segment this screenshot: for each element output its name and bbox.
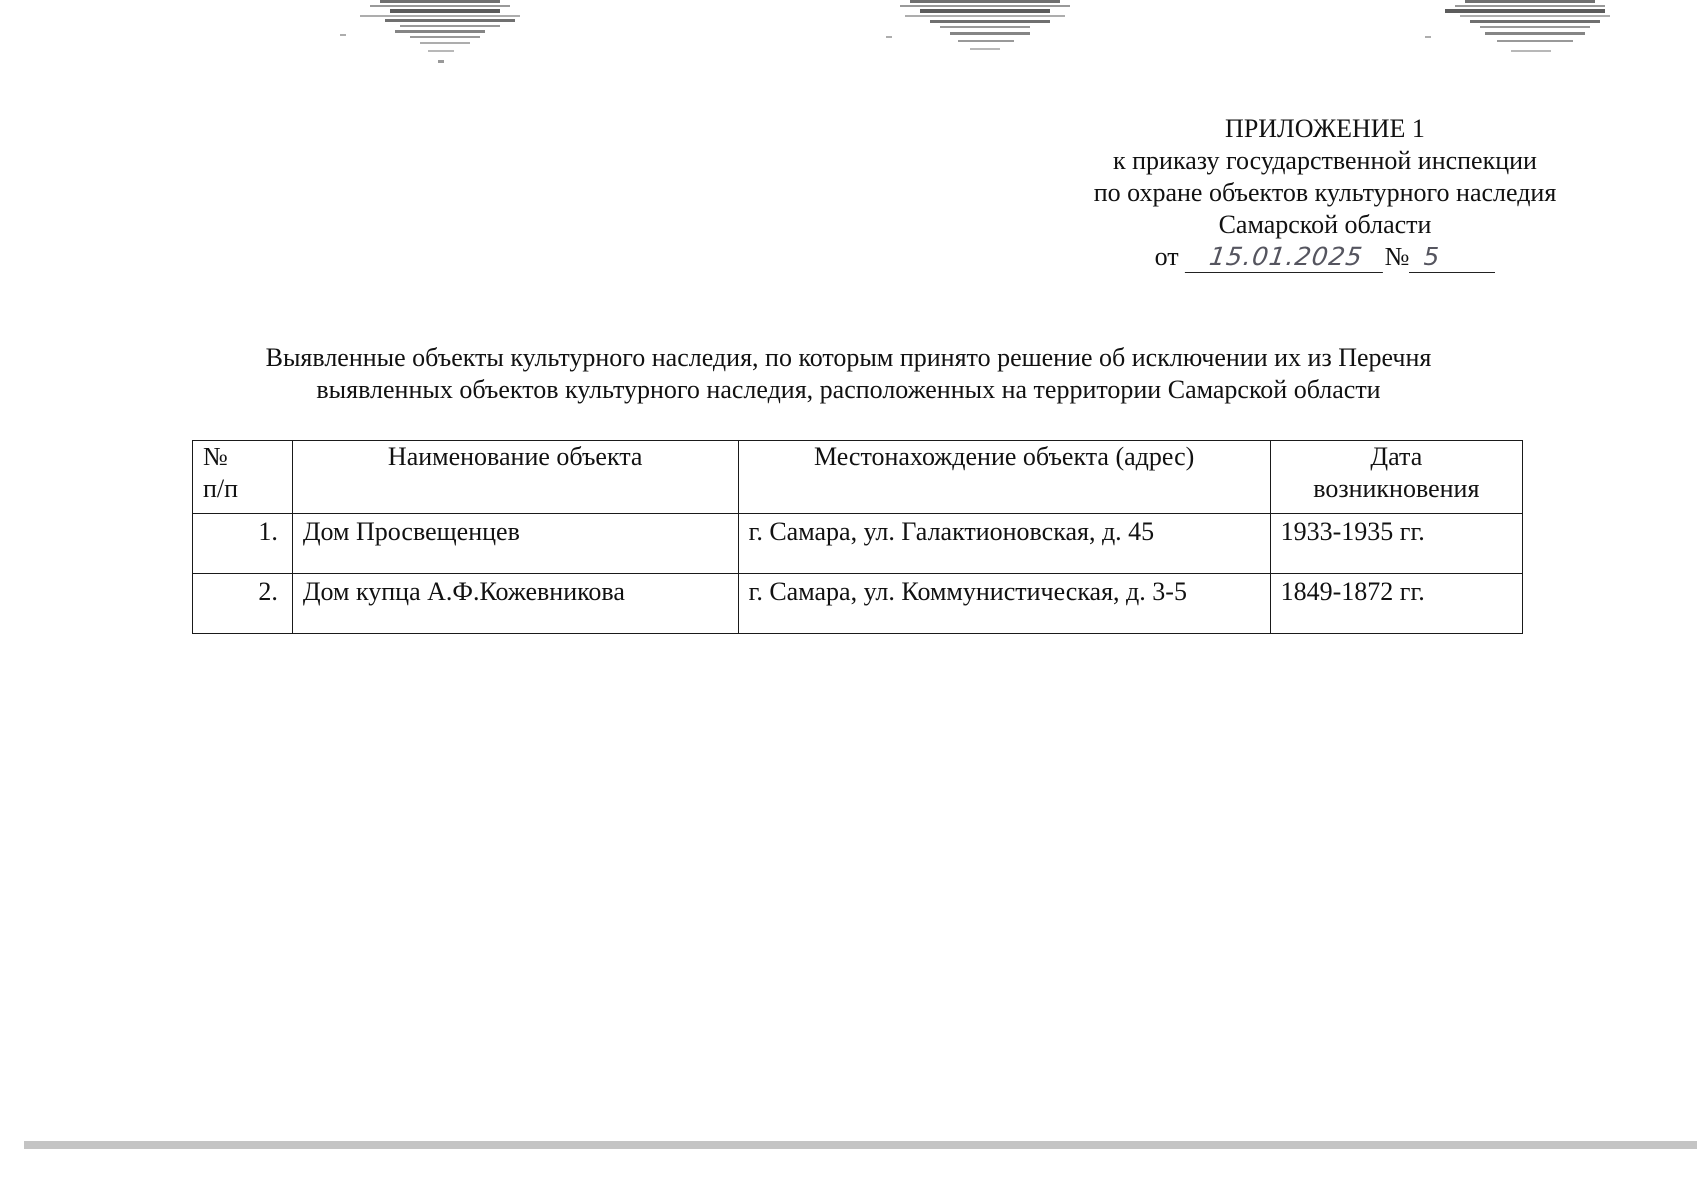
appendix-header (1030, 113, 1620, 273)
header-name: Наименование объекта (292, 441, 738, 514)
number-prefix: № (1384, 242, 1410, 271)
appendix-title: ПРИЛОЖЕНИЕ 1 (1225, 114, 1425, 143)
row-number: 1. (193, 514, 293, 574)
date-prefix: от (1154, 242, 1179, 271)
header-date-line-2: возникновения (1313, 474, 1480, 503)
header-number-sign: № (203, 442, 228, 471)
scan-mark-right (1425, 0, 1635, 66)
row-date: 1933-1935 гг. (1270, 514, 1522, 574)
row-date: 1849-1872 гг. (1270, 574, 1522, 634)
row-name: Дом купца А.Ф.Кожевникова (292, 574, 738, 634)
row-address: г. Самара, ул. Коммунистическая, д. 3-5 (738, 574, 1270, 634)
document-title (200, 342, 1497, 406)
appendix-line-3: Самарской области (1218, 210, 1432, 239)
row-address: г. Самара, ул. Галактионовская, д. 45 (738, 514, 1270, 574)
order-number-handwritten: 5 (1409, 242, 1495, 273)
appendix-line-2: по охране объектов культурного наследия (1093, 178, 1557, 207)
table-row (193, 514, 1523, 574)
table-header-row (193, 441, 1523, 514)
document-title-line-1: Выявленные объекты культурного наследия, по которым принято решение об исключении их из Перечня (265, 343, 1432, 372)
scan-mark-left (340, 0, 550, 66)
header-number (193, 441, 293, 514)
order-date-line (1030, 241, 1620, 273)
objects-table (192, 440, 1523, 634)
scan-mark-center (880, 0, 1090, 66)
appendix-line-1: к приказу государственной инспекции (1113, 146, 1537, 175)
page-bottom-strip (24, 1141, 1697, 1149)
document-title-line-2: выявленных объектов культурного наследия, расположенных на территории Самарской области (316, 375, 1381, 404)
header-date-line-1: Дата (1370, 442, 1423, 471)
table-row (193, 574, 1523, 634)
order-date-handwritten: 15.01.2025 (1184, 242, 1386, 273)
row-name: Дом Просвещенцев (292, 514, 738, 574)
row-number: 2. (193, 574, 293, 634)
header-number-pp: п/п (203, 474, 239, 503)
header-address: Местонахождение объекта (адрес) (738, 441, 1270, 514)
header-date (1270, 441, 1522, 514)
